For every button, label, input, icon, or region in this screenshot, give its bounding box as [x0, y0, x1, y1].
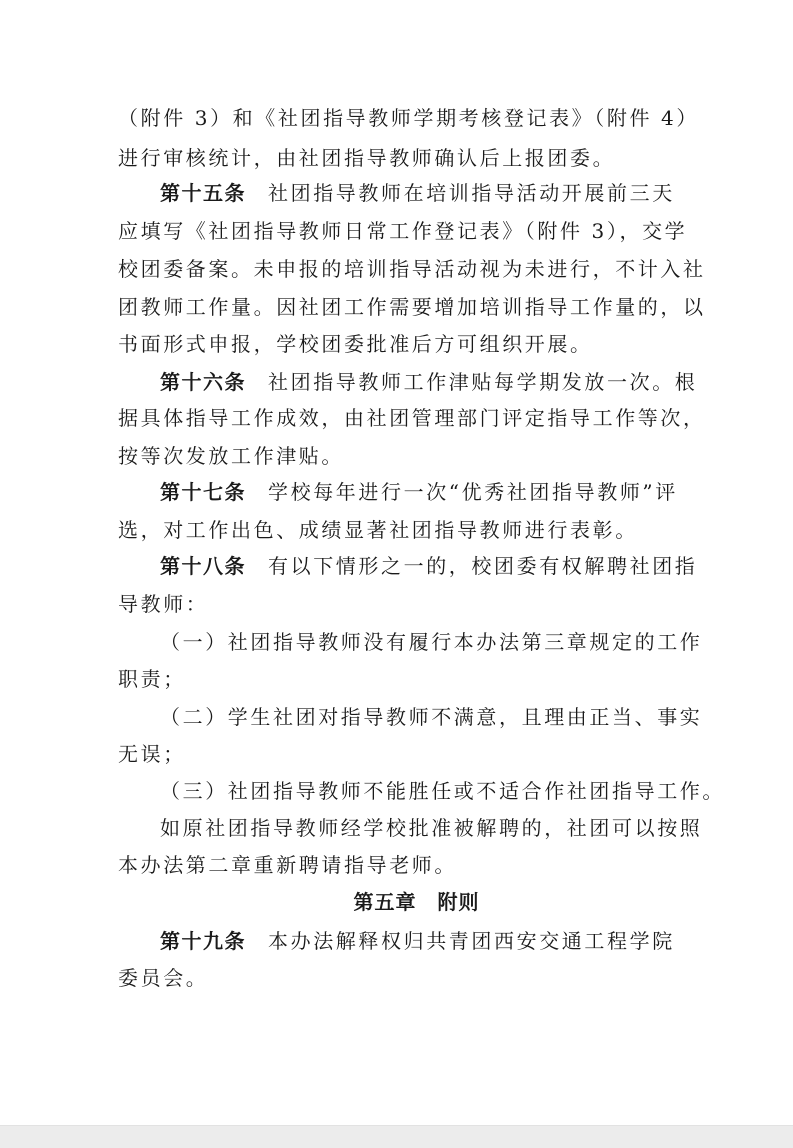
text-line: 社团指导教师在培训指导活动开展前三天 [268, 181, 675, 205]
text-line: 委员会。 [118, 966, 209, 990]
text-line: 如原社团指导教师经学校批准被解聘的，社团可以按照 [160, 816, 703, 840]
clause-3-line: （三）社团指导教师不能胜任或不适合作社团指导工作。 [160, 779, 725, 803]
text-line: 本办法第二章重新聘请指导老师。 [118, 853, 457, 877]
text-line: （附件 3）和《社团指导教师学期考核登记表》（附件 4） [118, 106, 699, 130]
text-line: 有以下情形之一的，校团委有权解聘社团指 [268, 554, 698, 578]
article-15-heading: 第十五条 [160, 181, 246, 205]
article-17-line [160, 479, 678, 505]
article-18-line [160, 553, 697, 579]
article-17-heading: 第十七条 [160, 480, 246, 504]
text-line: 无误； [118, 742, 186, 766]
text-line: 本办法解释权归共青团西安交通工程学院 [268, 929, 675, 953]
text-line: 进行审核统计，由社团指导教师确认后上报团委。 [118, 146, 616, 170]
article-19-heading: 第十九条 [160, 929, 246, 953]
article-16-line [160, 369, 697, 395]
text-line: 据具体指导工作成效，由社团管理部门评定指导工作等次， [118, 406, 706, 430]
text-line: 应填写《社团指导教师日常工作登记表》（附件 3），交学 [118, 219, 688, 243]
clause-2-line: （二）学生社团对指导教师不满意，且理由正当、事实 [160, 705, 703, 729]
article-16-heading: 第十六条 [160, 370, 246, 394]
text-line: 校团委备案。未申报的培训指导活动视为未进行，不计入社 [118, 257, 706, 281]
text-line: 选，对工作出色、成绩显著社团指导教师进行表彰。 [118, 518, 638, 542]
viewer-bottom-bar [0, 1125, 793, 1148]
text-line: 团教师工作量。因社团工作需要增加培训指导工作量的，以 [118, 295, 706, 319]
text-line: 职责； [118, 667, 186, 691]
text-line: 社团指导教师工作津贴每学期发放一次。根 [268, 370, 698, 394]
chapter-title: 第五章 附则 [353, 890, 480, 914]
text-line: 学校每年进行一次“优秀社团指导教师”评 [268, 480, 678, 504]
article-19-line [160, 928, 675, 954]
article-15-line [160, 180, 675, 206]
article-18-heading: 第十八条 [160, 554, 246, 578]
clause-1-line: （一）社团指导教师没有履行本办法第三章规定的工作 [160, 630, 703, 654]
text-line: 按等次发放工作津贴。 [118, 444, 344, 468]
text-line: 书面形式申报，学校团委批准后方可组织开展。 [118, 332, 593, 356]
text-line: 导教师： [118, 592, 209, 616]
